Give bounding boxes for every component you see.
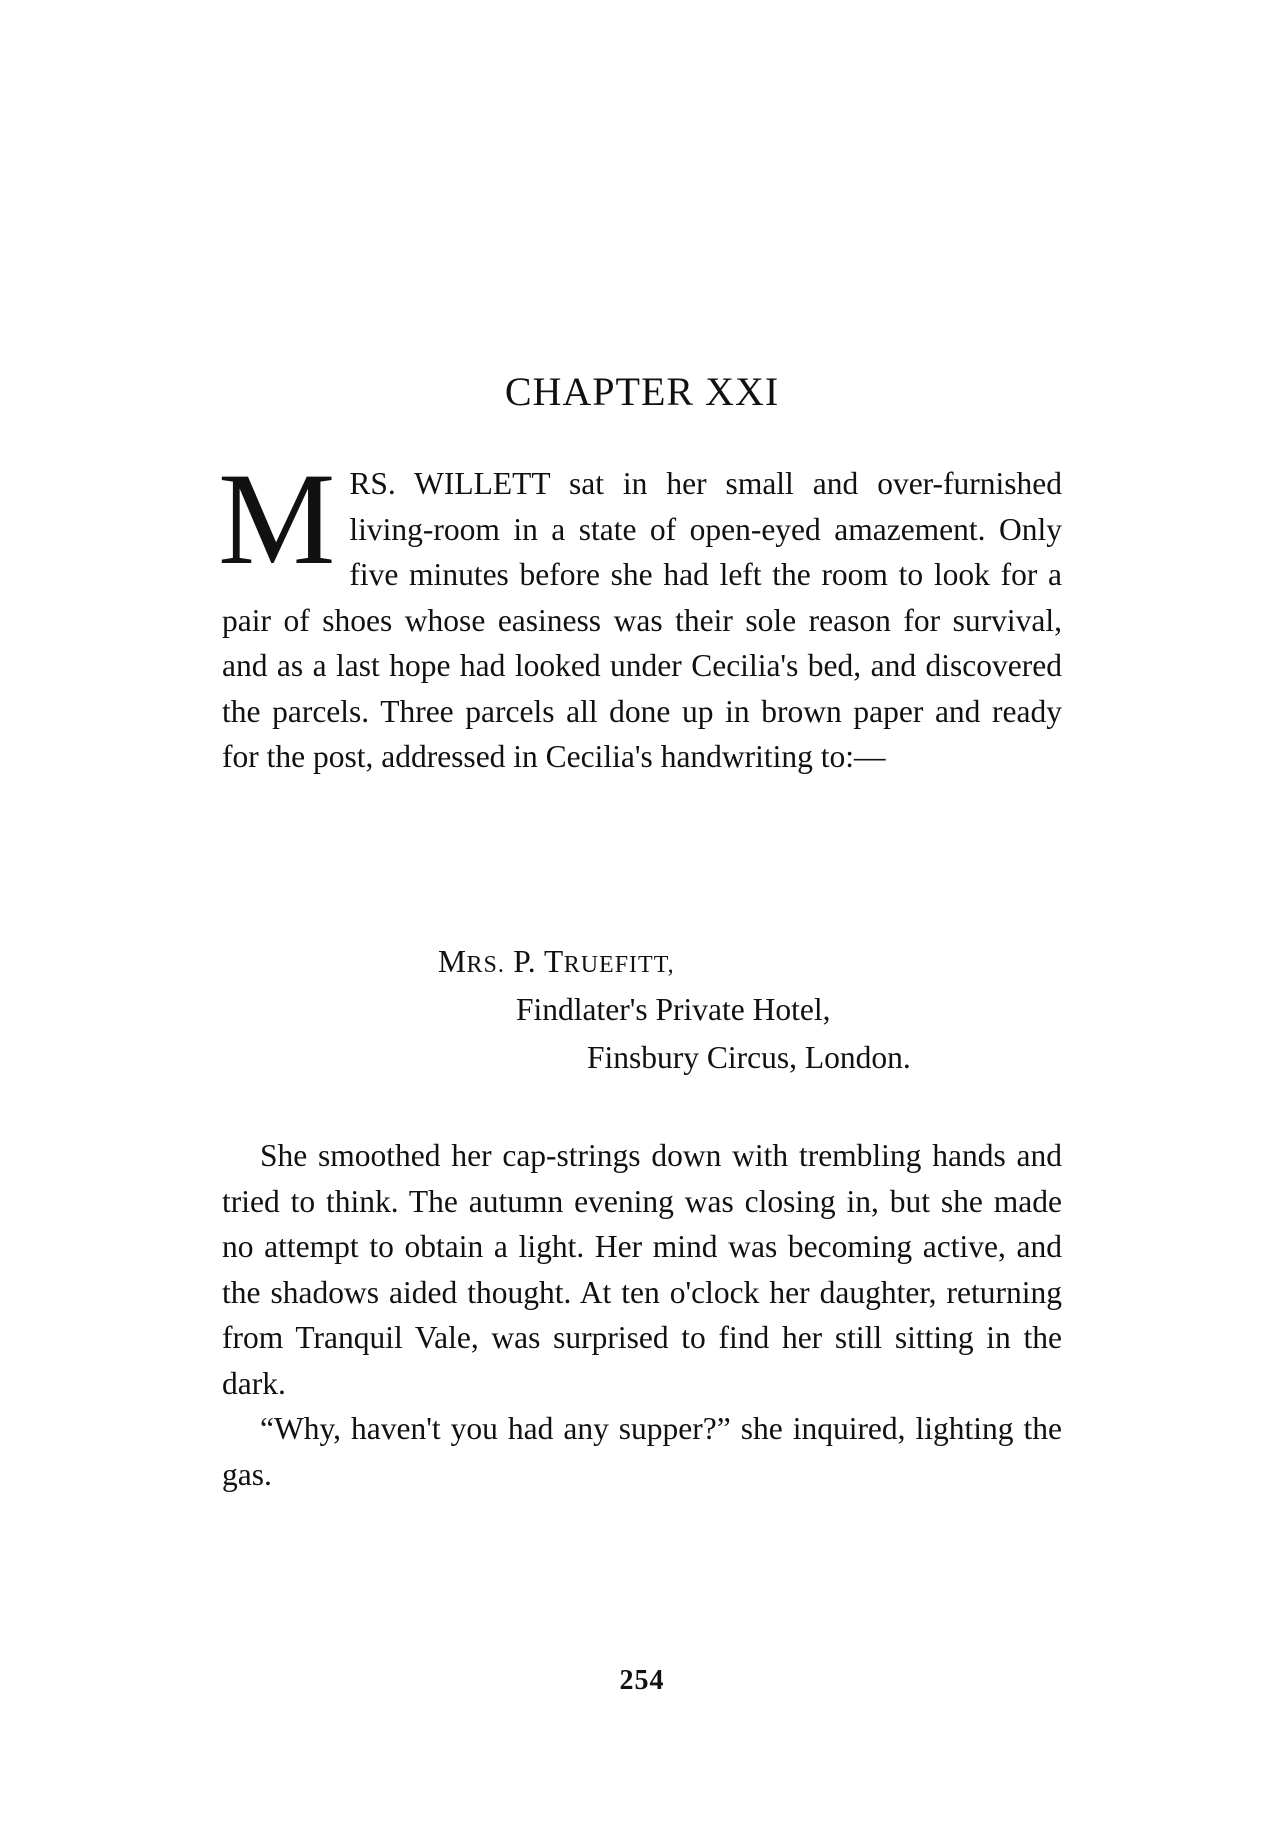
- address-hotel: Findlater's Private Hotel,: [516, 992, 831, 1027]
- address-recipient: [438, 938, 675, 989]
- recipient-surname-rest: RUEFITT,: [563, 952, 675, 978]
- opening-paragraph: [218, 445, 1062, 780]
- body-text: [222, 1133, 1062, 1497]
- opening-paragraph-text: RS. WILLETT sat in her small and over-furnished living-room in a state of open-eyed amazement. Only five minutes before she had left the room to look for a pair of shoes whose easiness was their sole reason for survival, and as a last hope had looked under Cecilia's bed, and discovered the parcels. Three parcels all done up in brown paper and ready for the post, addressed in Cecilia's handwriting to:—: [222, 466, 1062, 774]
- recipient-initials: P. T: [504, 944, 564, 979]
- paragraph-smoothed: She smoothed her cap-strings down with trembling hands and tried to think. The autumn evening was closing in, but she made no attempt to obtain a light. Her mind was becoming active, and the shadows aided thought. At ten o'clock her daughter, returning from Tranquil Vale, was surprised to find her still sitting in the dark.: [222, 1138, 1062, 1401]
- recipient-prefix-initial: M: [438, 944, 467, 979]
- recipient-prefix-rest: RS.: [466, 952, 505, 978]
- address-city: Finsbury Circus, London.: [587, 1040, 911, 1075]
- page-number: 254: [619, 1665, 665, 1696]
- chapter-heading: CHAPTER XXI: [504, 369, 780, 414]
- drop-cap: M: [218, 445, 336, 592]
- paragraph-supper: “Why, haven't you had any supper?” she inquired, lighting the gas.: [222, 1411, 1062, 1492]
